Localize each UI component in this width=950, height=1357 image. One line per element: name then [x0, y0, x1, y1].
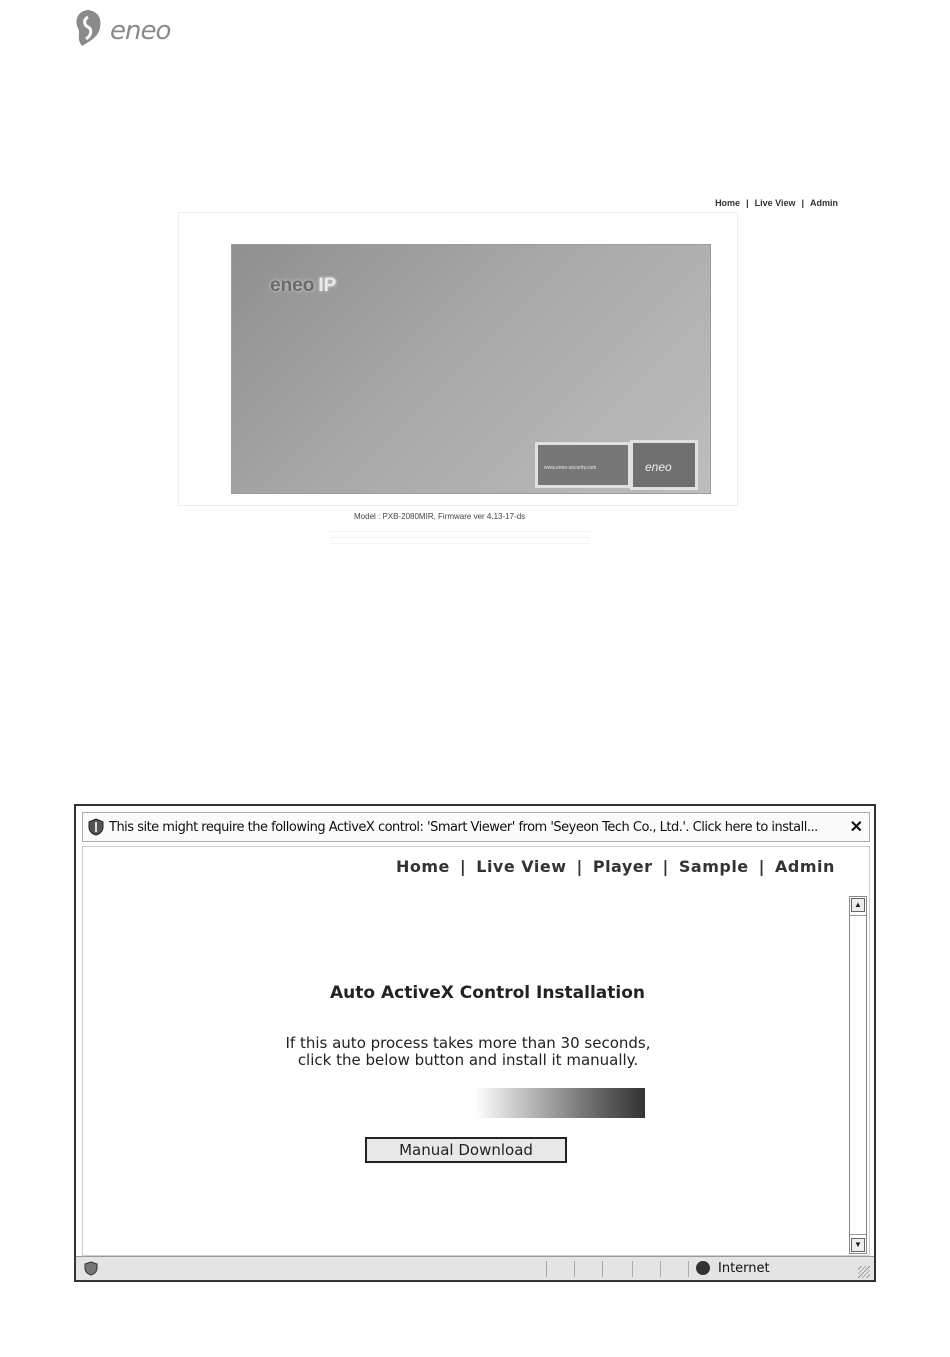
close-icon[interactable]: ✕ — [849, 819, 863, 836]
status-divider — [574, 1261, 575, 1277]
model-firmware-text: Model : PXB-2080MIR, Firmware ver 4.13-17-ds — [354, 512, 526, 521]
security-shield-icon — [84, 1261, 98, 1276]
nav-sample-link[interactable]: Sample — [678, 857, 749, 876]
manual-download-button[interactable]: Manual Download — [365, 1137, 567, 1163]
internet-zone-icon — [696, 1261, 710, 1275]
scroll-down-icon[interactable]: ▼ — [851, 1238, 865, 1252]
instruction-line-1: If this auto process takes more than 30 seconds, — [285, 1034, 651, 1052]
install-progress-bar — [475, 1088, 645, 1118]
status-bar — [76, 1256, 874, 1280]
eneo-logo-box: eneo — [630, 440, 698, 490]
nav-home-link[interactable]: Home — [715, 198, 741, 208]
eneo-logo — [72, 8, 192, 52]
hero-logo: eneo IP — [270, 275, 337, 296]
nav-admin-link[interactable]: Admin — [810, 198, 838, 208]
vertical-scrollbar[interactable] — [849, 896, 867, 1254]
top-nav: Home | Live View | Player | Sample | Admin — [396, 857, 835, 876]
nav-admin-link[interactable]: Admin — [775, 857, 835, 876]
website-link-box[interactable]: www.eneo-security.com — [535, 442, 631, 488]
status-divider — [602, 1261, 603, 1277]
eneo-mark-icon — [72, 8, 106, 48]
infobar-message[interactable]: This site might require the following ActiveX control: 'Smart Viewer' from 'Seyeon Tech Co., Ltd.'. Click here to install... — [109, 820, 818, 835]
security-zone-label: Internet — [718, 1261, 770, 1276]
security-shield-icon — [87, 818, 105, 836]
nav-liveview-link[interactable]: Live View — [476, 857, 567, 876]
camera-home-screenshot — [110, 190, 850, 550]
top-nav: Home | Live View | Admin — [715, 198, 838, 208]
scroll-up-icon[interactable]: ▲ — [851, 898, 865, 912]
nav-home-link[interactable]: Home — [396, 857, 450, 876]
instruction-line-2: click the below button and install it manually. — [297, 1051, 639, 1069]
eneo-wordmark: eneo — [110, 16, 171, 46]
activex-infobar[interactable] — [82, 812, 870, 842]
resize-grip-icon[interactable] — [858, 1266, 870, 1278]
nav-liveview-link[interactable]: Live View — [754, 198, 796, 208]
hero-banner — [231, 244, 711, 494]
status-divider — [688, 1261, 689, 1277]
nav-player-link[interactable]: Player — [592, 857, 653, 876]
browser-window — [74, 804, 876, 1282]
footer-faint-text — [330, 526, 590, 546]
scroll-track[interactable] — [850, 915, 866, 1235]
status-divider — [632, 1261, 633, 1277]
page-content — [82, 846, 870, 1256]
status-divider — [546, 1261, 547, 1277]
page-title: Auto ActiveX Control Installation — [330, 983, 646, 1003]
instruction-text — [263, 1035, 673, 1069]
status-divider — [660, 1261, 661, 1277]
